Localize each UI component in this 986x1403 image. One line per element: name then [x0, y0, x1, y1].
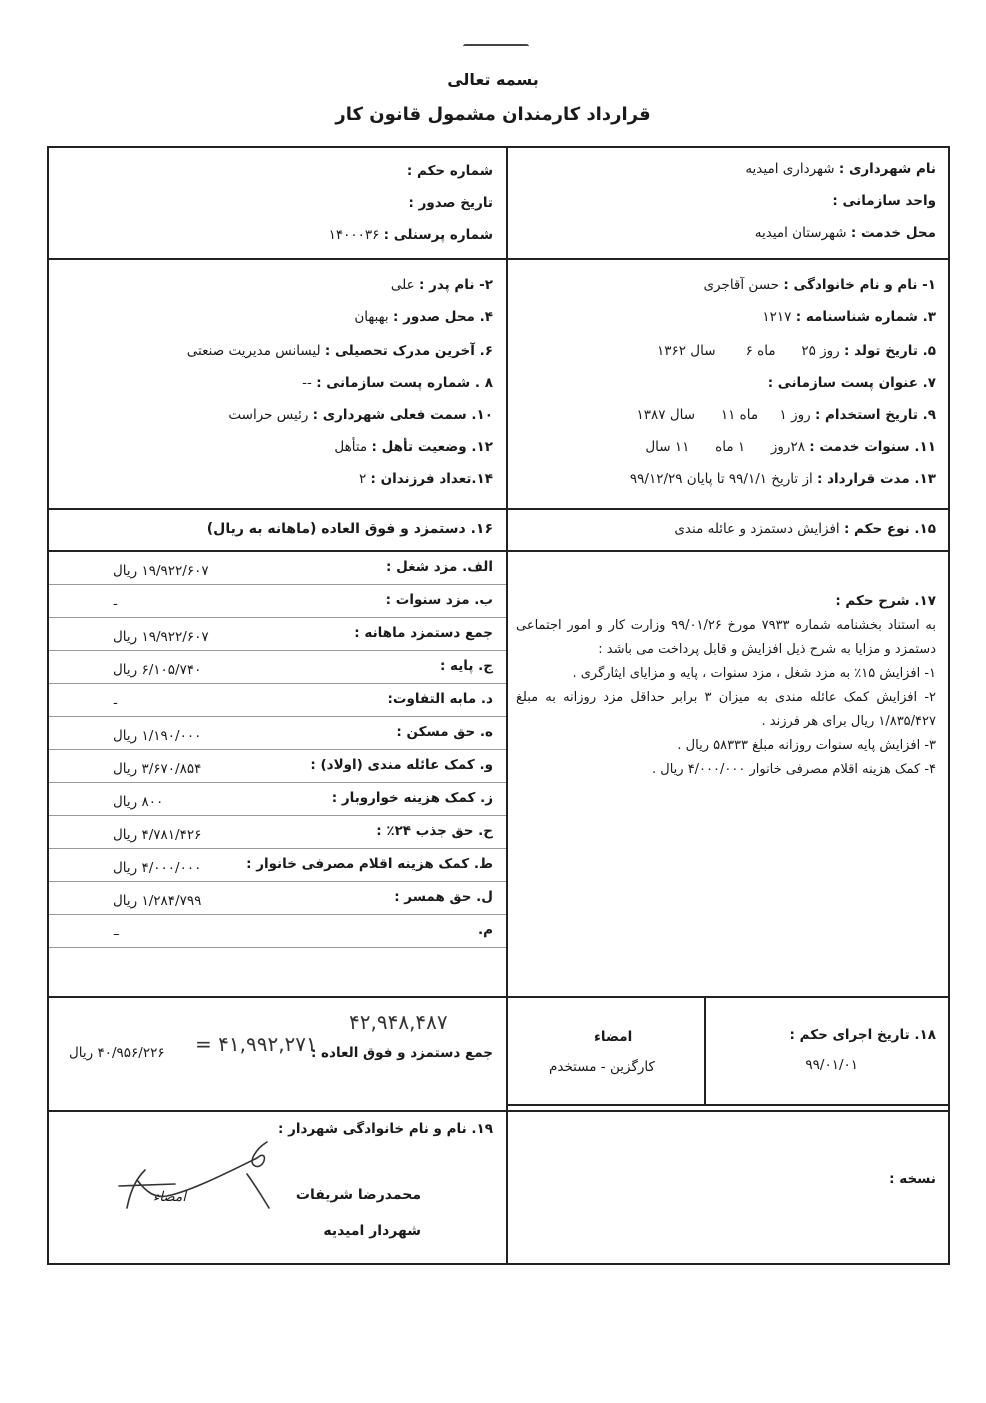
wage-row-value: ۳/۶۷۰/۸۵۴ ریال	[113, 761, 202, 777]
wage-row-value: ۴/۰۰۰/۰۰۰ ریال	[113, 860, 202, 876]
row-line	[49, 881, 506, 882]
row-line	[49, 617, 506, 618]
row-line	[49, 914, 506, 915]
row-line	[49, 650, 506, 651]
service-years-field: ۱۱. سنوات خدمت : ۲۸روز ۱ ماه ۱۱ سال	[645, 439, 936, 455]
decree-number-field: شماره حکم :	[406, 163, 493, 179]
wages-title: ۱۶. دستمزد و فوق العاده (ماهانه به ریال)	[206, 521, 493, 537]
wage-row-label: ط. کمک هزینه اقلام مصرفی خانوار :	[246, 856, 493, 872]
mayor-name: محمدرضا شریفات	[295, 1187, 421, 1203]
total-label: جمع دستمزد و فوق العاده :	[310, 1045, 493, 1061]
org-unit-field: واحد سازمانی :	[832, 193, 936, 209]
mayor-label: ۱۹. نام و نام خانوادگی شهردار :	[278, 1121, 493, 1137]
handwritten-total-top: ۴۲,۹۴۸,۴۸۷	[349, 1010, 448, 1034]
total-value: ۴۰/۹۵۶/۲۲۶ ریال	[69, 1045, 165, 1061]
wage-row-label: ز. کمک هزینه خواروبار :	[331, 790, 493, 806]
wage-row-label: جمع دستمزد ماهانه :	[354, 625, 493, 641]
municipality-field: نام شهرداری : شهرداری امیدیه	[745, 161, 936, 177]
wage-row-value: ۱۹/۹۲۲/۶۰۷ ریال	[113, 563, 209, 579]
row-line	[49, 782, 506, 783]
description-item: ۱- افزایش ۱۵٪ به مزد شغل ، مزد سنوات ، پایه و مزایای ایثارگری .	[572, 666, 936, 681]
education-field: ۶. آخرین مدرک تحصیلی : لیسانس مدیریت صنعتی	[186, 343, 493, 359]
divider	[49, 550, 948, 552]
divider	[506, 1104, 948, 1106]
children-count-field: ۱۴.تعداد فرزندان : ۲	[358, 471, 493, 487]
divider	[49, 258, 948, 260]
row-line	[49, 716, 506, 717]
row-line	[49, 815, 506, 816]
issue-place-field: ۴. محل صدور : بهبهان	[354, 309, 493, 325]
wage-row-value: ۱/۱۹۰/۰۰۰ ریال	[113, 728, 202, 744]
top-mark	[463, 44, 529, 49]
divider	[49, 508, 948, 510]
description-item: ۳- افزایش پایه سنوات روزانه مبلغ ۵۸۳۳۳ ریال .	[677, 738, 936, 753]
basmala: بسمه تعالی	[447, 70, 539, 89]
center-divider	[506, 148, 508, 1263]
wage-row-value: ۱۹/۹۲۲/۶۰۷ ریال	[113, 629, 209, 645]
wage-row-value: -	[113, 596, 118, 612]
birth-date-field: ۵. تاریخ تولد : روز ۲۵ ماه ۶ سال ۱۳۶۲	[657, 343, 936, 359]
wage-row-label: ج. پایه :	[439, 658, 493, 674]
document-title: قرارداد کارمندان مشمول قانون کار	[335, 104, 651, 125]
contract-period-field: ۱۳. مدت قرارداد : از تاریخ ۹۹/۱/۱ تا پایان ۹۹/۱۲/۲۹	[629, 471, 936, 487]
row-line	[49, 848, 506, 849]
mayor-title: شهردار امیدیه	[323, 1223, 421, 1239]
wage-row-label: ه. حق مسکن :	[396, 724, 493, 740]
wage-row-value: ۴/۷۸۱/۴۲۶ ریال	[113, 827, 202, 843]
row-line	[49, 749, 506, 750]
row-line	[49, 683, 506, 684]
wage-row-label: ل. حق همسر :	[394, 889, 493, 905]
description-item: ۲- افزایش کمک عائله مندی به میزان ۳ برابر حداقل مزد روزانه به مبلغ ۱/۸۳۵/۴۲۷ ریال برای هر فرزند .	[516, 690, 936, 729]
handwritten-total-mid: ۴۱,۹۹۲,۲۷۱ =	[195, 1032, 317, 1056]
wage-row-label: د. مابه التفاوت:	[387, 691, 493, 707]
divider	[49, 1110, 948, 1112]
signature-role: کارگزین - مستخدم	[549, 1059, 655, 1075]
service-place-field: محل خدمت : شهرستان امیدیه	[754, 225, 936, 241]
wage-row-value: -	[113, 695, 118, 711]
execution-date-label: ۱۸. تاریخ اجرای حکم :	[789, 1027, 936, 1043]
description-title: ۱۷. شرح حکم :	[835, 593, 936, 609]
current-position-field: ۱۰. سمت فعلی شهرداری : رئیس حراست	[228, 407, 493, 423]
wage-row-value: ۶/۱۰۵/۷۴۰ ریال	[113, 662, 202, 678]
hire-date-field: ۹. تاریخ استخدام : روز ۱ ماه ۱۱ سال ۱۳۸۷	[636, 407, 936, 423]
wage-row-label: ب. مزد سنوات :	[385, 592, 493, 608]
issue-date-field: تاریخ صدور :	[408, 195, 493, 211]
mayor-sign-word: امضاء	[152, 1189, 186, 1205]
divider	[49, 996, 948, 998]
marital-status-field: ۱۲. وضعیت تأهل : متأهل	[334, 439, 493, 455]
wage-row-label: الف. مزد شغل :	[385, 559, 493, 575]
job-title-field: ۷. عنوان پست سازمانی :	[767, 375, 936, 391]
wage-row-value: ۱/۲۸۴/۷۹۹ ریال	[113, 893, 202, 909]
row-line	[49, 584, 506, 585]
id-number-field: ۳. شماره شناسنامه : ۱۲۱۷	[762, 309, 936, 325]
full-name-field: ۱- نام و نام خانوادگی : حسن آقاجری	[703, 277, 936, 293]
signature-title: امضاء	[594, 1029, 633, 1045]
wage-row-value: ۸۰۰ ریال	[113, 794, 164, 810]
description-intro: به استناد بخشنامه شماره ۷۹۳۳ مورخ ۹۹/۰۱/۲۶ وزارت کار و امور اجتماعی دستمزد و مزایا به شرح ذیل افزایش و قابل پرداخت می باشد :	[516, 618, 936, 657]
post-number-field: ۸ . شماره پست سازمانی : --	[302, 375, 493, 391]
description-item: ۴- کمک هزینه اقلام مصرفی خانوار ۴/۰۰۰/۰۰۰ ریال .	[651, 762, 936, 777]
divider	[704, 996, 706, 1104]
wage-row-value: –	[113, 926, 120, 942]
execution-date-value: ۹۹/۰۱/۰۱	[805, 1057, 858, 1073]
mayor-signature	[107, 1138, 287, 1228]
wage-row-label: و. کمک عائله مندی (اولاد) :	[310, 757, 493, 773]
row-line	[49, 947, 506, 948]
personnel-number-field: شماره پرسنلی : ۱۴۰۰۰۳۶	[328, 227, 493, 243]
father-name-field: ۲- نام پدر : علی	[390, 277, 493, 293]
contract-frame	[47, 146, 950, 1265]
wage-row-label: ح. حق جذب ۲۴٪ :	[376, 823, 493, 839]
wage-row-label: م.	[477, 922, 493, 938]
copy-label: نسخه :	[889, 1171, 936, 1187]
decree-type-field: ۱۵. نوع حکم : افزایش دستمزد و عائله مندی	[674, 521, 936, 537]
description-body	[516, 614, 936, 782]
